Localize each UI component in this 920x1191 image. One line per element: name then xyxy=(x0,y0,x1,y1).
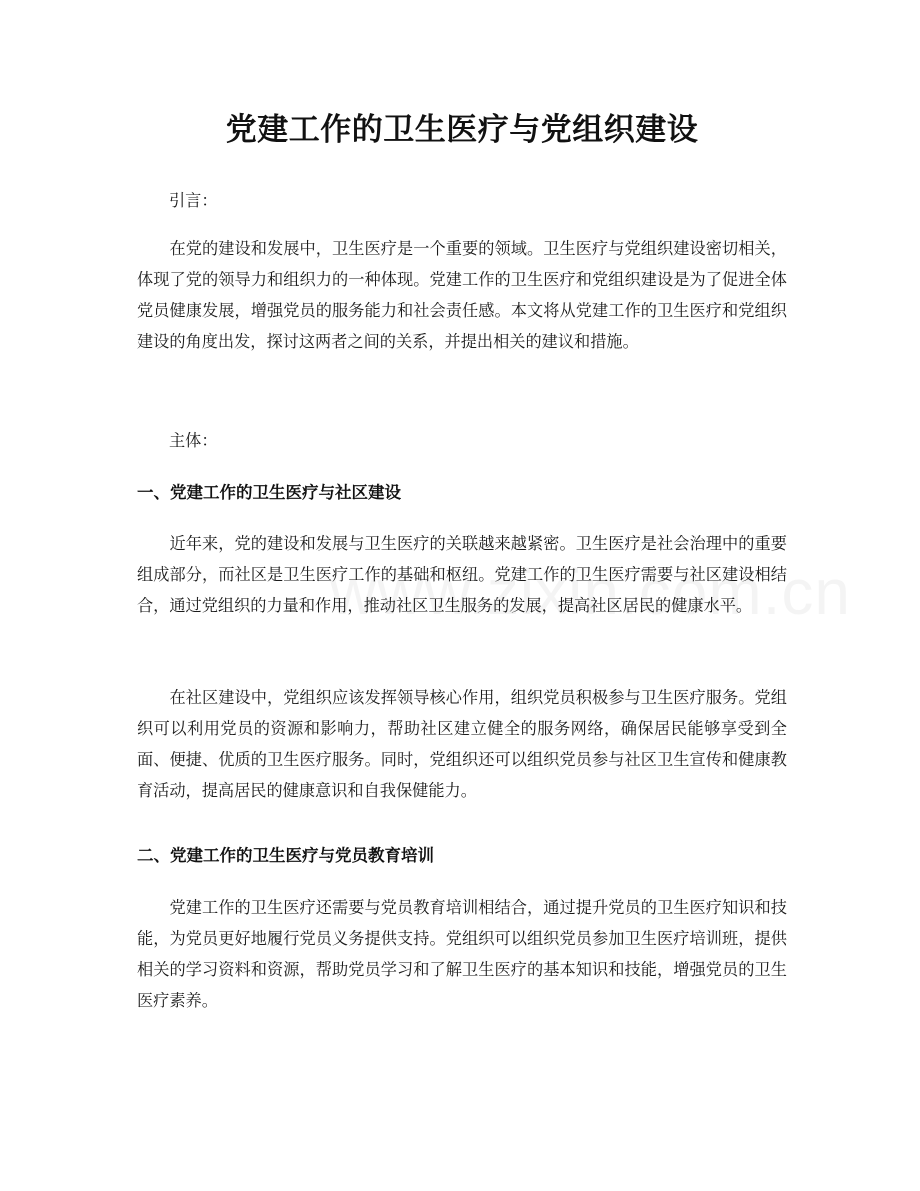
intro-label: 引言： xyxy=(169,191,218,210)
intro-paragraph: 在党的建设和发展中，卫生医疗是一个重要的领域。卫生医疗与党组织建设密切相关，体现了党的领导力和组织力的一种体现。党建工作的卫生医疗和党组织建设是为了促进全体党员健康发展，增强党员的服务能力和社会责任感。本文将从党建工作的卫生医疗和党组织建设的角度出发，探讨这两者之间的关系，并提出相关的建议和措施。 xyxy=(137,239,787,351)
document-title: 党建工作的卫生医疗与党组织建设 xyxy=(225,112,699,148)
section-heading-1: 一、党建工作的卫生医疗与社区建设 xyxy=(137,483,401,502)
section-1-paragraph-1: 近年来，党的建设和发展与卫生医疗的关联越来越紧密。卫生医疗是社会治理中的重要组成部分，而社区是卫生医疗工作的基础和枢纽。党建工作的卫生医疗需要与社区建设相结合，通过党组织的力量和作用，推动社区卫生服务的发展，提高社区居民的健康水平。 xyxy=(137,534,787,615)
section-2-paragraph-1: 党建工作的卫生医疗还需要与党员教育培训相结合，通过提升党员的卫生医疗知识和技能，为党员更好地履行党员义务提供支持。党组织可以组织党员参加卫生医疗培训班，提供相关的学习资料和资源，帮助党员学习和了解卫生医疗的基本知识和技能，增强党员的卫生医疗素养。 xyxy=(137,898,787,1010)
body-label: 主体： xyxy=(169,431,218,450)
section-1-paragraph-2: 在社区建设中，党组织应该发挥领导核心作用，组织党员积极参与卫生医疗服务。党组织可以利用党员的资源和影响力，帮助社区建立健全的服务网络，确保居民能够享受到全面、便捷、优质的卫生医疗服务。同时，党组织还可以组织党员参与社区卫生宣传和健康教育活动，提高居民的健康意识和自我保健能力。 xyxy=(137,688,787,800)
section-heading-2: 二、党建工作的卫生医疗与党员教育培训 xyxy=(137,846,434,865)
